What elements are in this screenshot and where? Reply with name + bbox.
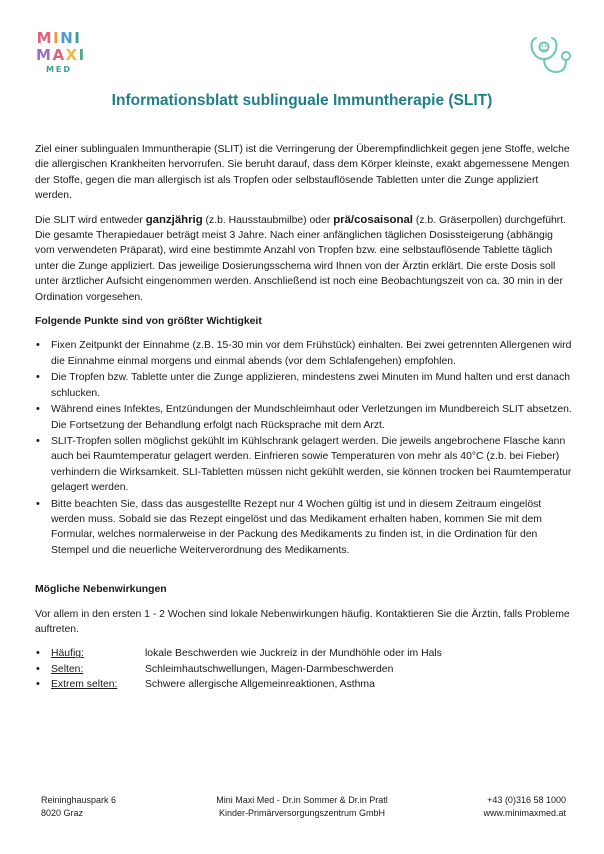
therapy-paragraph: [35, 213, 575, 305]
logo-letter: X: [65, 46, 79, 64]
footer-website[interactable]: www.minimaxmed.at: [483, 808, 566, 818]
footer-address-line1: Reininghauspark 6: [41, 795, 117, 805]
therapy-bold-1: ganzjährig: [145, 213, 203, 226]
logo: [36, 29, 86, 76]
side-effect-desc: Schleimhautschwellungen, Magen-Darmbeschwerden: [145, 663, 394, 675]
list-item: • Die Tropfen bzw. Tablette unter die Zunge applizieren, mindestens zwei Minuten im Mund halten und erst danach schlucken.: [35, 370, 575, 401]
list-item: • Bitte beachten Sie, dass das ausgestellte Rezept nur 4 Wochen gültig ist und in diesem Zeitraum eingelöst werden muss. Sobald sie das Rezept eingelöst und das Medikament erhalten haben, kommen Sie mit dem Formular, welches normalerweise in der Packung des Medikaments zu finden ist, in die Ordination für den Stempel und die neuerliche Weiterverordnung des Medikaments.: [35, 497, 575, 559]
side-effect-term: Häufig:: [51, 648, 84, 660]
logo-line-maxi: [36, 46, 86, 64]
logo-letter: N: [60, 29, 75, 47]
side-effects-heading: Mögliche Nebenwirkungen: [35, 584, 167, 596]
footer-practice-line1: Mini Maxi Med - Dr.in Sommer & Dr.in Pratl: [216, 795, 388, 805]
side-effects-list: [35, 646, 575, 692]
logo-letter: M: [36, 46, 53, 64]
logo-line-mini: [36, 30, 82, 47]
list-item: • Während eines Infektes, Entzündungen der Mundschleimhaut oder Verletzungen im Mundbereich SLIT absetzen. Die Fortsetzung der Behandlung erfolgt nach Rücksprache mit dem Arzt.: [35, 402, 575, 433]
therapy-text-3: (z.b. Gräserpollen) durchgeführt. Die gesamte Therapiedauer beträgt meist 3 Jahre. Nach einer anfänglichen täglichen Dosissteigerung (abhängig vom verwendeten Präparat), wird eine bestimmte Anzahl von Tropfen bzw. eine selbstauflösende Tablette täglich unter die Zunge appliziert. Das jeweilige Dosierungsschema wird Ihnen von der Ärztin erklärt. Die erste Dosis soll unter ärztlicher Aufsicht eingenommen werden. Anschließend ist noch eine Beobachtungszeit von ca. 30 min in der Ordination vorgesehen.: [35, 214, 567, 303]
footer-address-line2: 8020 Graz: [41, 808, 84, 818]
intro-paragraph: Ziel einer sublingualen Immuntherapie (SLIT) ist die Verringerung der Überempfindlichkeit gegen jene Stoffe, welche die allergischen Krankheiten hervorrufen. Sie beruht darauf, dass dem Körper kleinste, exakt abgemessene Mengen der Stoffe, gegen die man allergisch ist als Tropfen oder selbstauflösende Tabletten unter die Zunge appliziert werden.: [35, 144, 570, 202]
logo-letter: M: [36, 29, 54, 47]
logo-letter: I: [53, 29, 61, 47]
footer-contact: [483, 794, 566, 820]
list-item: • SLIT-Tropfen sollen möglichst gekühlt im Kühlschrank gelagert werden. Die jeweils angebrochene Flasche kann auch bei Raumtemperatur gelagert werden. Einfrieren sowie Temperaturen von mehr als 40°C (z.b. bei Fieber) verhindern die Wirksamkeit. SLI-Tabletten müssen nicht gekühlt werden, sie können trocken bei Raumtemperatur gelagert werden.: [35, 434, 575, 496]
side-effect-term: Selten:: [51, 663, 84, 675]
list-item: • Fixen Zeitpunkt der Einnahme (z.B. 15-30 min vor dem Frühstück) einhalten. Bei zwei getrennten Allergenen wird die Einnahme einmal morgens und einmal abends (vor dem Schlafengehen) empfohlen.: [35, 338, 575, 369]
stethoscope-icon: [526, 32, 572, 78]
therapy-text-2: (z.b. Hausstaubmilbe) oder: [202, 214, 334, 226]
logo-letter: I: [78, 46, 86, 64]
logo-line-med: MED: [45, 65, 73, 74]
document-body: [35, 142, 575, 693]
important-list: [35, 338, 575, 558]
therapy-text-1: Die SLIT wird entweder: [35, 214, 146, 226]
logo-letter: I: [74, 29, 82, 47]
therapy-bold-2: prä/cosaisonal: [333, 213, 413, 226]
side-effect-term: Extrem selten:: [51, 679, 118, 691]
footer-phone: +43 (0)316 58 1000: [487, 795, 566, 805]
side-effects-intro: Vor allem in den ersten 1 - 2 Wochen sind lokale Nebenwirkungen häufig. Kontaktieren Sie die Ärztin, falls Probleme auftreten.: [35, 608, 570, 635]
footer-practice-line2: Kinder-Primärversorgungszentrum GmbH: [218, 808, 386, 818]
list-item: [35, 646, 575, 661]
list-item: [35, 662, 575, 677]
page-title: Informationsblatt sublinguale Immuntherapie (SLIT): [111, 92, 493, 109]
side-effect-desc: lokale Beschwerden wie Juckreiz in der Mundhöhle oder im Hals: [145, 648, 442, 660]
important-heading: Folgende Punkte sind von größter Wichtigkeit: [35, 316, 262, 328]
logo-letter: A: [52, 46, 66, 64]
side-effect-desc: Schwere allergische Allgemeinreaktionen, Asthma: [145, 679, 375, 691]
list-item: [35, 677, 575, 692]
